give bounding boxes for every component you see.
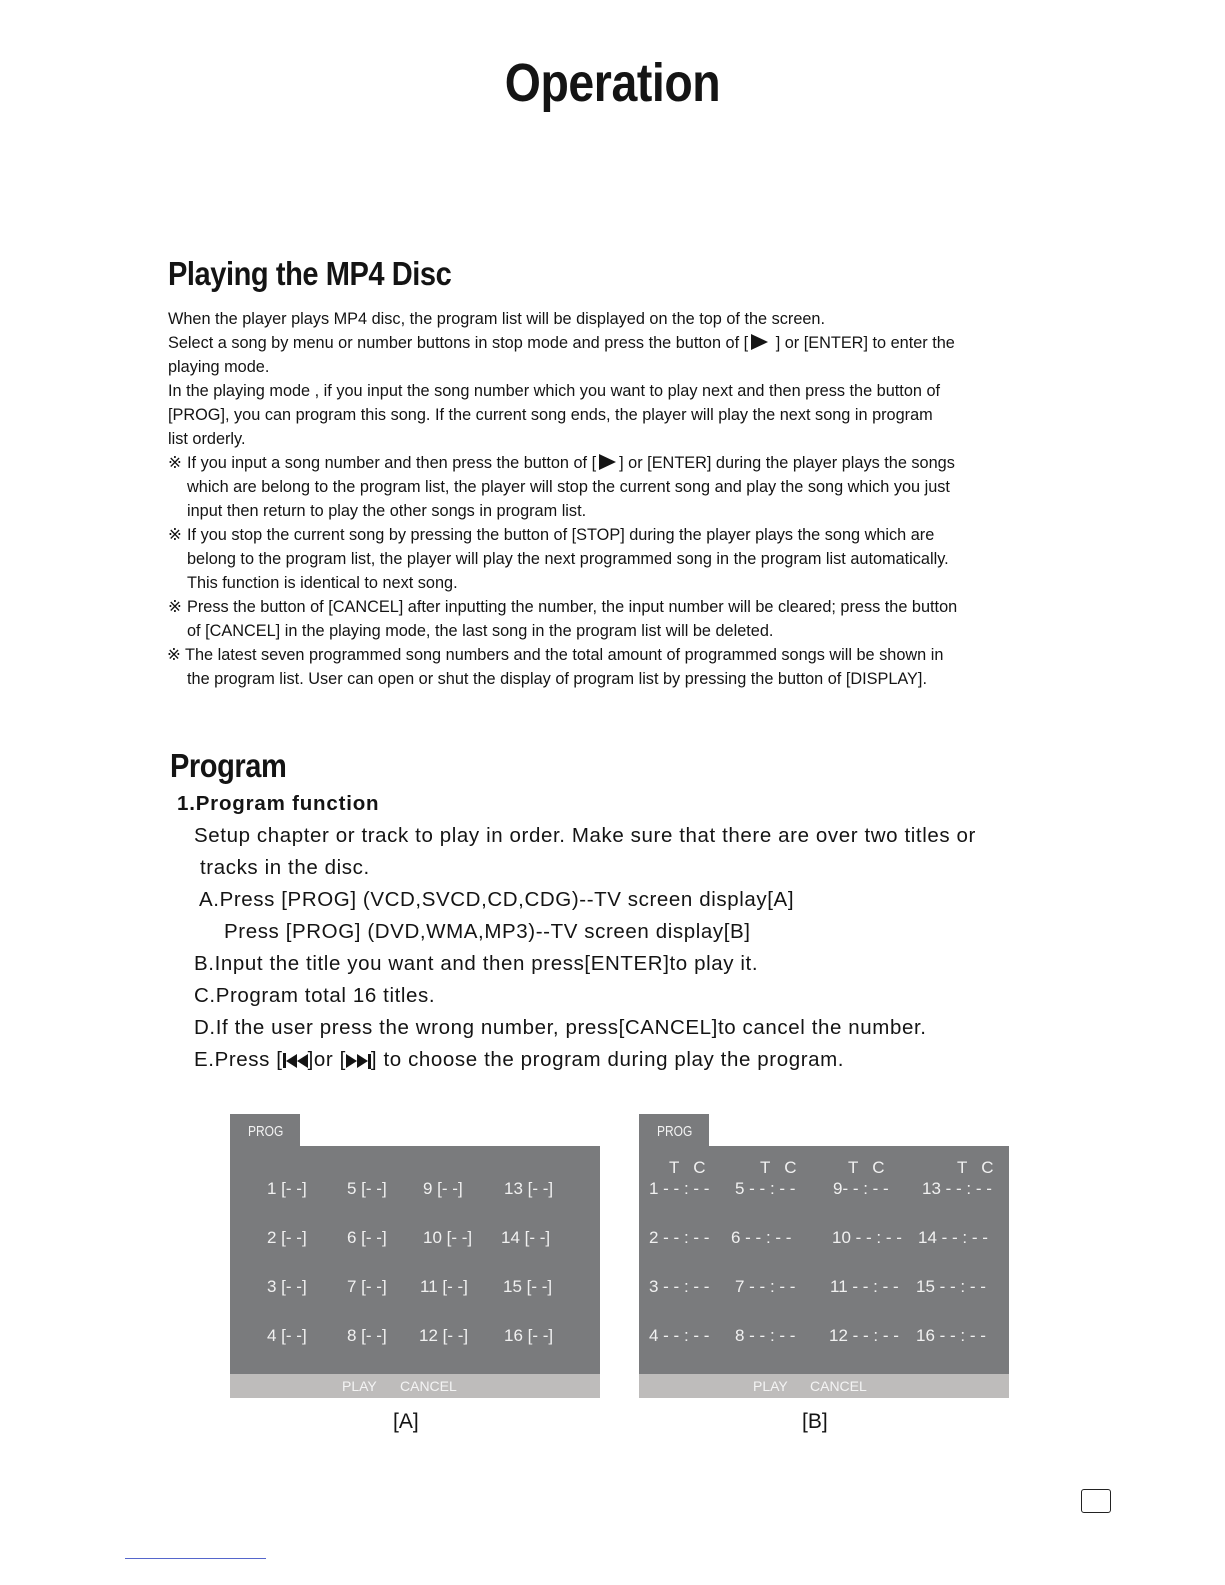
program-slot: 13 [- -] — [504, 1179, 554, 1198]
text-line: In the playing mode , if you input the song number which you want to play next and then press the button of — [168, 382, 941, 400]
program-slot: 2 [- -] — [267, 1228, 307, 1247]
text-line: of [CANCEL] in the playing mode, the last song in the program list will be deleted. — [187, 622, 774, 640]
program-list-panel — [230, 1146, 600, 1374]
play-icon — [599, 454, 616, 470]
text-line: The latest seven programmed song numbers and the total amount of programmed songs will be shown in — [185, 646, 944, 664]
tv-screen-b — [639, 1114, 1009, 1399]
note-item — [168, 451, 1048, 523]
program-subheading: 1.Program function — [177, 792, 380, 815]
section-heading-mp4: Playing the MP4 Disc — [168, 255, 452, 292]
program-slot: 4 - - : - - — [649, 1326, 710, 1345]
column-header: T C — [848, 1158, 885, 1177]
program-slot: 6 [- -] — [347, 1228, 387, 1247]
skip-previous-icon — [283, 1053, 308, 1068]
program-body — [194, 820, 976, 1076]
text-line: belong to the program list, the player will play the next programmed song in the program list automatically. — [187, 550, 949, 568]
program-slot: 2 - - : - - — [649, 1228, 710, 1247]
text-line: C.Program total 16 titles. — [194, 984, 436, 1007]
note-item — [168, 523, 1048, 595]
text-line: Press the button of [CANCEL] after inputting the number, the input number will be cleared; press the button — [187, 598, 958, 616]
note-item — [168, 643, 1048, 691]
program-list-panel — [639, 1146, 1009, 1374]
skip-next-icon — [346, 1054, 371, 1069]
cancel-option[interactable]: CANCEL — [810, 1378, 867, 1394]
column-header: T C — [669, 1158, 706, 1177]
screen-b-caption: [B] — [802, 1410, 828, 1433]
text-line: tracks in the disc. — [200, 856, 370, 879]
program-slot: 8 [- -] — [347, 1326, 387, 1345]
program-slot: 14 - - : - - — [918, 1228, 988, 1247]
column-header: T C — [760, 1158, 797, 1177]
link-underline — [125, 1558, 266, 1559]
screen-a-caption: [A] — [393, 1410, 419, 1433]
page-title: Operation — [504, 53, 721, 113]
program-slot: 15 [- -] — [503, 1277, 553, 1296]
text-line: playing mode. — [168, 358, 270, 376]
program-slot: 4 [- -] — [267, 1326, 307, 1345]
tv-screen-a — [230, 1114, 600, 1399]
program-slot: 8 - - : - - — [735, 1326, 796, 1345]
page-number-box — [1081, 1489, 1111, 1513]
note-marker: ※ — [167, 646, 181, 664]
program-slot: 14 [- -] — [501, 1228, 551, 1247]
program-slot: 7 - - : - - — [735, 1277, 796, 1296]
program-slot: 15 - - : - - — [916, 1277, 986, 1296]
prog-tab-label: PROG — [657, 1123, 693, 1140]
text-line: list orderly. — [168, 430, 246, 448]
program-slot: 9 [- -] — [423, 1179, 463, 1198]
cancel-option[interactable]: CANCEL — [400, 1378, 457, 1394]
text-line: [PROG], you can program this song. If the current song ends, the player will play the next song in program — [168, 406, 933, 424]
program-slot: 1 [- -] — [267, 1179, 307, 1198]
text-line — [168, 331, 1048, 355]
program-slot: 16 - - : - - — [916, 1326, 986, 1345]
program-slot: 7 [- -] — [347, 1277, 387, 1296]
text-line: the program list. User can open or shut the display of program list by pressing the button of [DISPLAY]. — [187, 670, 927, 688]
text-line: A.Press [PROG] (VCD,SVCD,CD,CDG)--TV screen display[A] — [199, 888, 795, 911]
prog-tab-label: PROG — [248, 1123, 284, 1140]
play-option[interactable]: PLAY — [342, 1378, 377, 1394]
column-header: T C — [957, 1158, 994, 1177]
section-heading-program: Program — [170, 747, 287, 784]
prog-tab — [230, 1114, 300, 1147]
program-slot: 3 [- -] — [267, 1277, 307, 1296]
text-line: input then return to play the other songs in program list. — [187, 502, 587, 520]
text-line: D.If the user press the wrong number, press[CANCEL]to cancel the number. — [194, 1016, 927, 1039]
mp4-body — [168, 307, 1048, 691]
play-option[interactable]: PLAY — [753, 1378, 788, 1394]
text-line: Press [PROG] (DVD,WMA,MP3)--TV screen display[B] — [224, 920, 751, 943]
text-span: Select a song by menu or number buttons in stop mode and press the button of [ — [168, 334, 749, 352]
text-span: ]or [ — [307, 1048, 346, 1071]
program-slot: 16 [- -] — [504, 1326, 554, 1345]
text-line: If you stop the current song by pressing the button of [STOP] during the player plays the song which are — [187, 526, 935, 544]
program-slot: 3 - - : - - — [649, 1277, 710, 1296]
play-icon — [751, 334, 768, 350]
prog-tab — [639, 1114, 709, 1147]
text-line: This function is identical to next song. — [187, 574, 458, 592]
program-slot: 5 [- -] — [347, 1179, 387, 1198]
program-slot: 12 [- -] — [419, 1326, 469, 1345]
note-item — [168, 595, 1048, 643]
text-line — [194, 1044, 976, 1076]
text-line — [187, 451, 1048, 475]
text-line: B.Input the title you want and then press[ENTER]to play it. — [194, 952, 759, 975]
screen-footer — [230, 1374, 600, 1398]
text-line: which are belong to the program list, the player will stop the current song and play the song which you just — [187, 478, 950, 496]
program-slot: 13 - - : - - — [922, 1179, 992, 1198]
program-slot: 5 - - : - - — [735, 1179, 796, 1198]
program-slot: 10 [- -] — [423, 1228, 473, 1247]
program-slot: 12 - - : - - — [829, 1326, 899, 1345]
program-slot: 11 [- -] — [420, 1277, 468, 1296]
program-slot: 6 - - : - - — [731, 1228, 792, 1247]
program-slot: 9- - : - - — [833, 1179, 889, 1198]
text-span: If you input a song number and then press the button of [ — [187, 454, 597, 472]
program-slot: 11 - - : - - — [830, 1277, 899, 1296]
program-slot: 10 - - : - - — [832, 1228, 902, 1247]
text-line: When the player plays MP4 disc, the program list will be displayed on the top of the screen. — [168, 310, 826, 328]
text-line: Setup chapter or track to play in order. Make sure that there are over two titles or — [194, 824, 976, 847]
note-marker: ※ — [168, 454, 182, 472]
text-span: ] or [ENTER] to enter the — [775, 334, 955, 352]
program-slot: 1 - - : - - — [649, 1179, 710, 1198]
text-span: ] to choose the program during play the program. — [370, 1048, 845, 1071]
note-marker: ※ — [168, 526, 182, 544]
text-span: ] or [ENTER] during the player plays the songs — [619, 454, 955, 472]
screen-footer — [639, 1374, 1009, 1398]
text-span: E.Press [ — [194, 1048, 283, 1071]
note-marker: ※ — [168, 598, 182, 616]
